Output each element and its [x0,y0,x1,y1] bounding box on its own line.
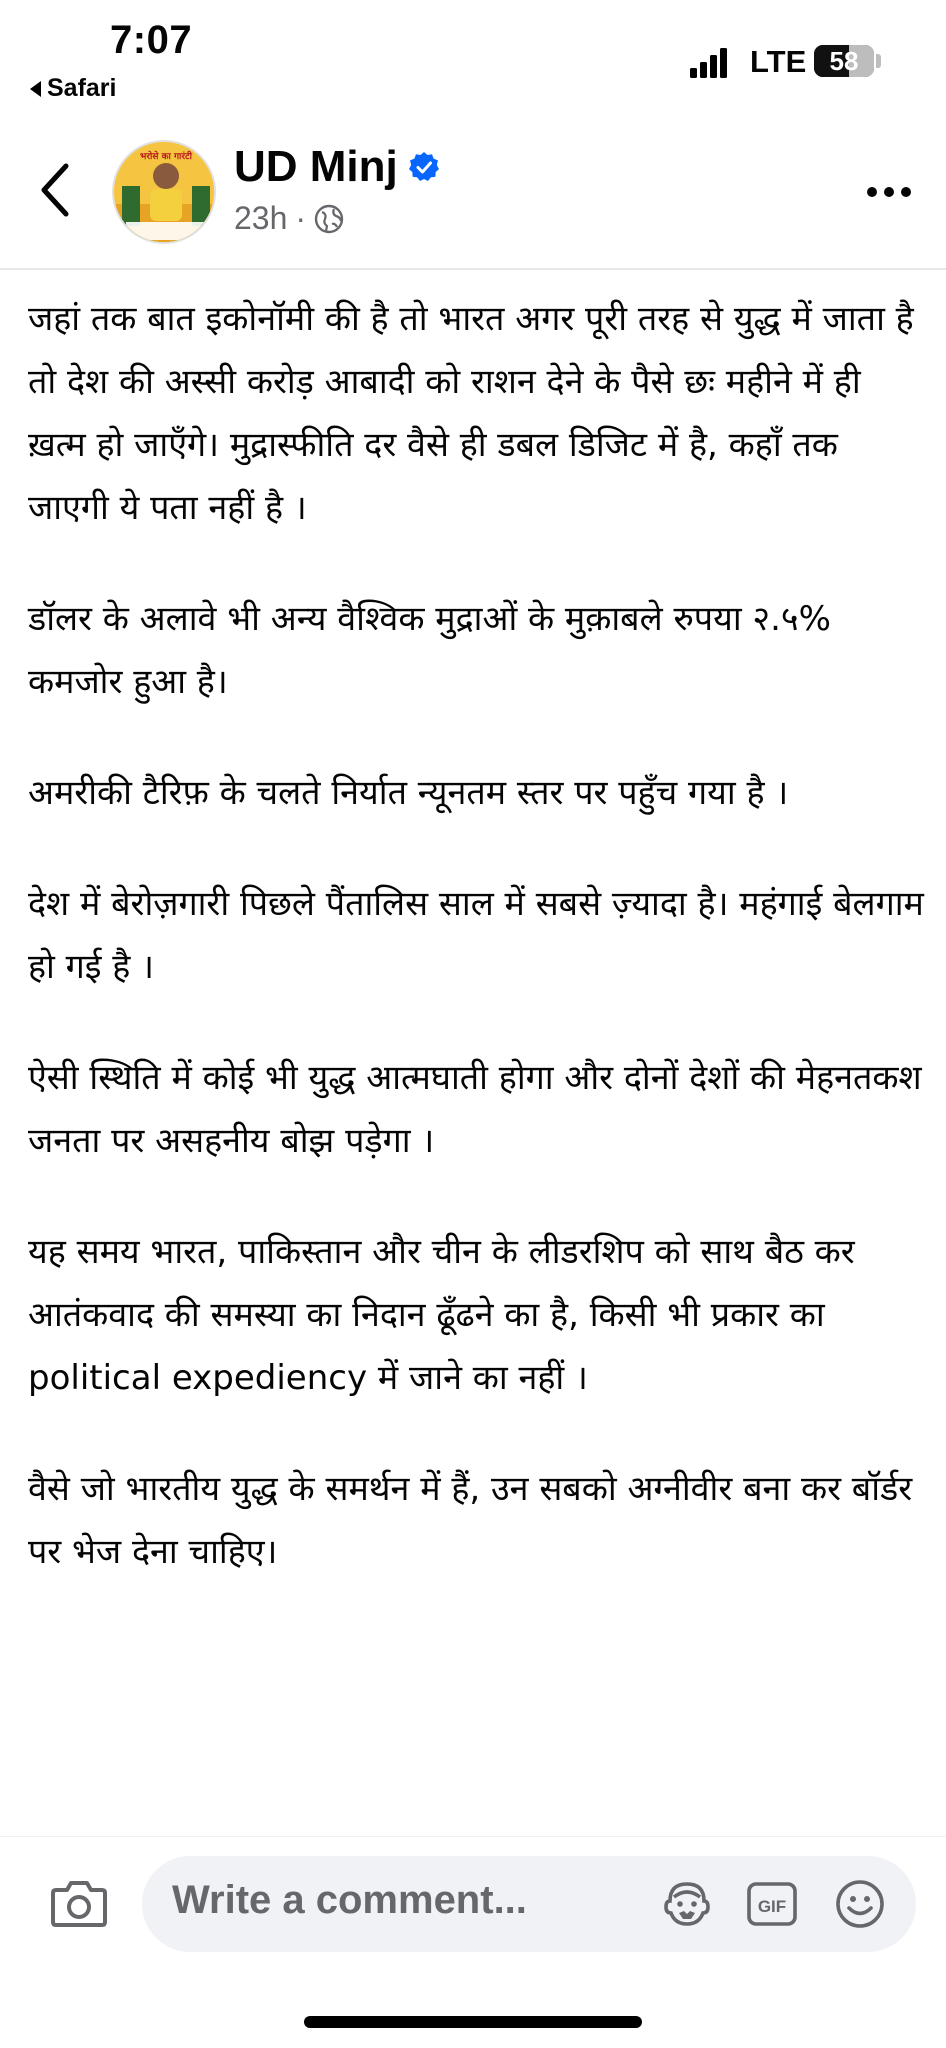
battery-icon [814,45,874,77]
battery-level: 58 [829,45,859,76]
emoji-icon[interactable] [834,1878,886,1930]
avatar-sticker-icon[interactable] [660,1879,714,1929]
post-paragraph: डॉलर के अलावे भी अन्य वैश्विक मुद्राओं के मुक़ाबले रुपया २.५% कमजोर हुआ है। [28,599,831,702]
post-meta [234,200,344,237]
avatar-image [114,142,216,244]
gif-label: GIF [757,1897,787,1916]
cellular-signal-icon [690,48,730,78]
post-paragraph: जहां तक बात इकोनॉमी की है तो भारत अगर पूरी तरह से युद्ध में जाता है तो देश की अस्सी करोड़ आबादी को राशन देने के पैसे छः महीने में ही ख़त्म हो जाएँगे। मुद्रास्फीति दर वैसे ही डबल डिजिट में है, कहाँ तक जाएगी ये पता नहीं है । [28,299,914,528]
globe-icon [314,204,344,234]
network-type: LTE [750,44,807,79]
camera-icon[interactable] [50,1878,108,1928]
comment-placeholder[interactable]: Write a comment... [172,1878,527,1922]
post-paragraph: वैसे जो भारतीय युद्ध के समर्थन में हैं, उन सबको अग्नीवीर बना कर बॉर्डर पर भेज देना चाहिए। [28,1469,913,1572]
svg-text:भरोसे का गारंटी: भरोसे का गारंटी [140,152,192,162]
battery-cap [876,54,881,68]
back-to-safari[interactable] [30,74,116,103]
chevron-left-icon[interactable] [38,160,72,220]
author-avatar[interactable] [112,140,216,244]
author-name[interactable]: UD Minj [234,142,398,191]
verified-badge-icon [408,151,440,183]
meta-separator: · [295,200,307,236]
back-triangle-icon [30,81,41,97]
status-time: 7:07 [110,18,193,62]
post-paragraph: यह समय भारत, पाकिस्तान और चीन के लीडरशिप को साथ बैठ कर आतंकवाद की समस्या का निदान ढूँढने का है, किसी भी प्रकार का political expediency में जाने का नहीं । [28,1232,855,1398]
back-app-label: Safari [47,74,117,102]
post-time[interactable]: 23h [234,200,288,236]
home-indicator[interactable] [304,2016,642,2028]
post-paragraph: अमरीकी टैरिफ़ के चलते निर्यात न्यूनतम स्तर पर पहुँच गया है । [28,773,789,813]
post-text [28,288,924,1632]
header-divider [0,268,946,270]
author-name-row[interactable] [234,142,440,192]
post-paragraph: देश में बेरोज़गारी पिछले पैंतालिस साल में सबसे ज़्यादा है। महंगाई बेलगाम हो गई है । [28,884,924,987]
more-options-icon[interactable] [866,186,912,198]
gif-icon[interactable] [746,1881,798,1927]
post-paragraph: ऐसी स्थिति में कोई भी युद्ध आत्मघाती होगा और दोनों देशों की मेहनतकश जनता पर असहनीय बोझ पड़ेगा । [28,1058,922,1161]
